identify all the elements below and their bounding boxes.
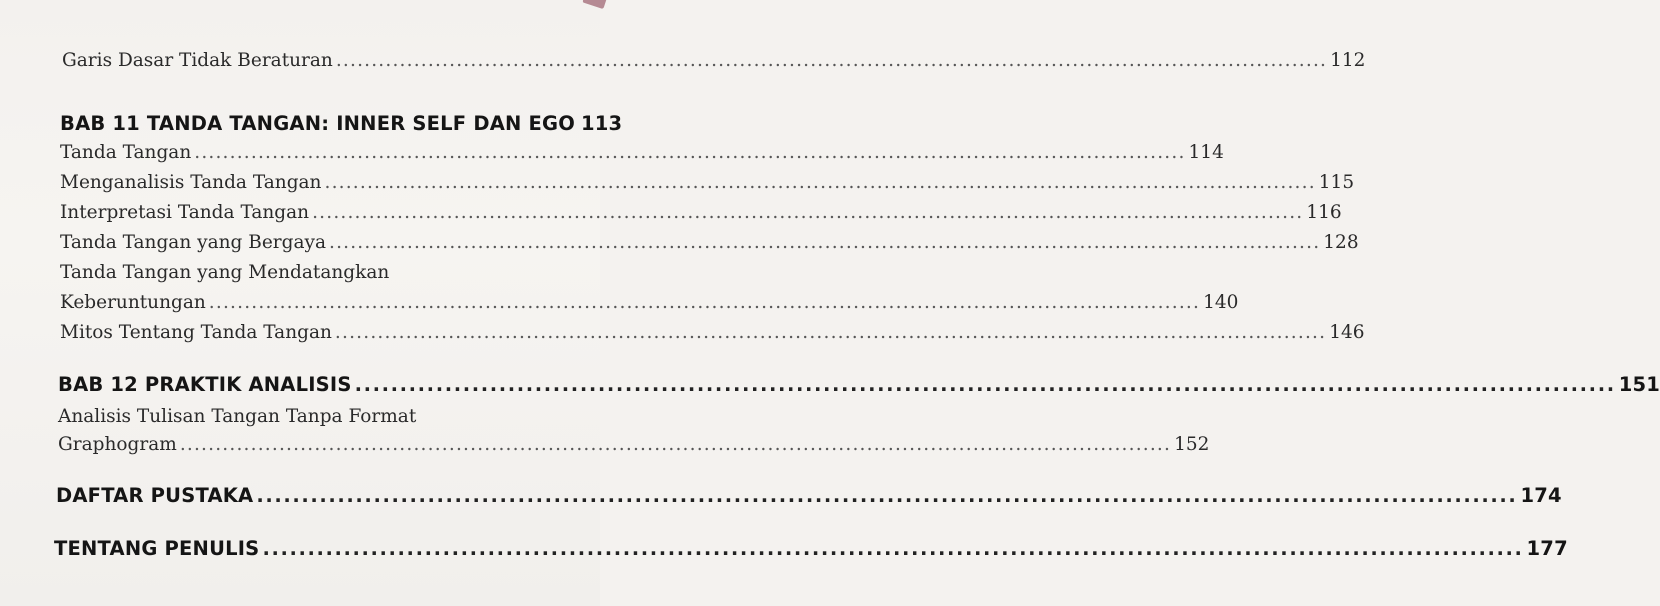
dot-leader	[329, 232, 1320, 253]
toc-entry	[60, 232, 1359, 253]
entry-title: Tanda Tangan	[60, 142, 192, 163]
toc-chapter	[56, 484, 1562, 507]
toc-entry	[60, 292, 1239, 313]
toc-chapter	[54, 537, 1568, 560]
toc-entry	[60, 172, 1355, 193]
toc-chapter	[58, 373, 1660, 396]
chapter-page: 113	[581, 112, 623, 135]
dot-leader	[336, 50, 1327, 71]
dot-leader	[312, 202, 1303, 223]
dot-leader	[256, 484, 1517, 507]
toc-entry	[60, 142, 1224, 163]
entry-page: 140	[1203, 292, 1239, 313]
chapter-page: 174	[1520, 484, 1562, 507]
toc-chapter	[60, 112, 623, 135]
chapter-page: 177	[1526, 537, 1568, 560]
entry-title: Tanda Tangan yang Bergaya	[60, 232, 326, 253]
toc-entry	[62, 50, 1366, 71]
chapter-page: 151	[1618, 373, 1660, 396]
entry-page: 146	[1329, 322, 1365, 343]
chapter-title: BAB 11 TANDA TANGAN: INNER SELF DAN EGO	[60, 112, 576, 135]
entry-page: 128	[1323, 232, 1359, 253]
entry-title-line1: Analisis Tulisan Tangan Tanpa Format	[58, 406, 417, 427]
entry-title: Keberuntungan	[60, 292, 206, 313]
entry-title-line1: Tanda Tangan yang Mendatangkan	[60, 262, 390, 283]
toc-entry	[58, 434, 1210, 455]
chapter-title: TENTANG PENULIS	[54, 537, 260, 560]
chapter-title: DAFTAR PUSTAKA	[56, 484, 254, 507]
entry-page: 112	[1330, 50, 1366, 71]
dot-leader	[180, 434, 1171, 455]
dot-leader	[209, 292, 1200, 313]
entry-title: Mitos Tentang Tanda Tangan	[60, 322, 332, 343]
toc-entry	[60, 202, 1342, 223]
dot-leader	[194, 142, 1185, 163]
entry-page: 114	[1188, 142, 1224, 163]
toc-entry	[60, 322, 1365, 343]
entry-title: Garis Dasar Tidak Beraturan	[62, 50, 333, 71]
dot-leader	[355, 373, 1616, 396]
entry-title: Menganalisis Tanda Tangan	[60, 172, 322, 193]
entry-page: 115	[1318, 172, 1355, 193]
dot-leader	[335, 322, 1326, 343]
dot-leader	[324, 172, 1315, 193]
entry-page: 152	[1174, 434, 1210, 455]
entry-page: 116	[1306, 202, 1342, 223]
chapter-title: BAB 12 PRAKTIK ANALISIS	[58, 373, 352, 396]
dot-leader	[262, 537, 1523, 560]
entry-title: Graphogram	[58, 434, 177, 455]
entry-title: Interpretasi Tanda Tangan	[60, 202, 310, 223]
